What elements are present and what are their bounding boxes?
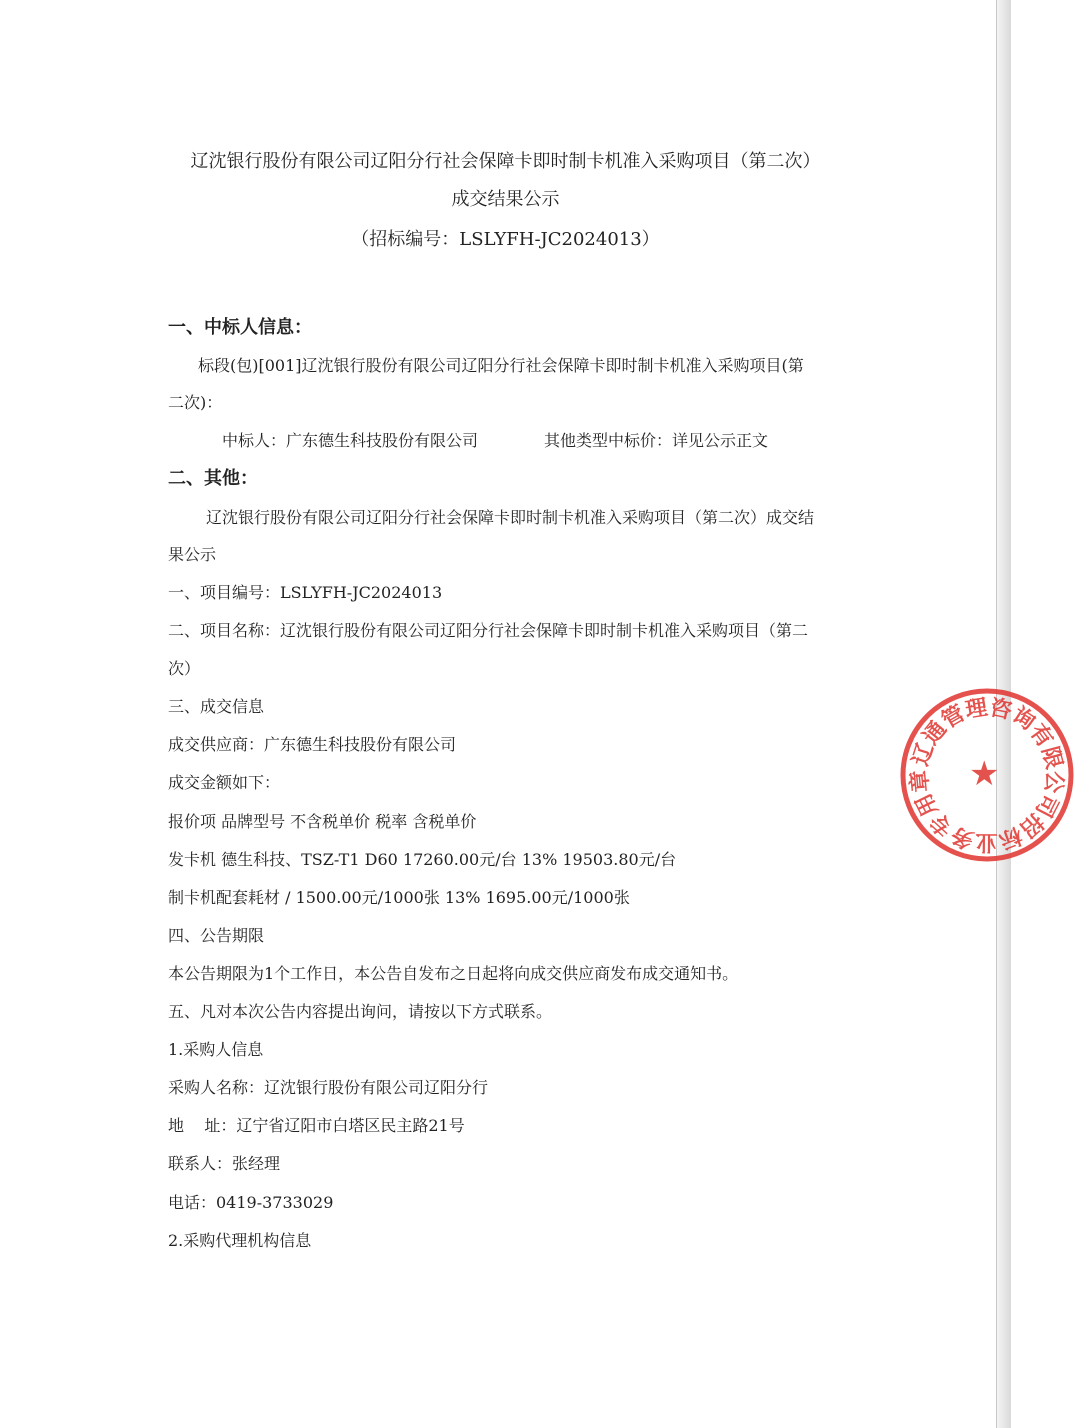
doc-title-line2: 成交结果公示 xyxy=(451,189,560,210)
intro-line1: 辽沈银行股份有限公司辽阳分行社会保障卡即时制卡机准入采购项目（第二次）成交结 xyxy=(206,508,815,527)
svg-text:★: ★ xyxy=(969,754,1000,794)
agency-heading: 2.采购代理机构信息 xyxy=(168,1231,312,1250)
buyer-heading: 1.采购人信息 xyxy=(168,1040,264,1059)
amount-intro: 成交金额如下： xyxy=(168,773,281,792)
buyer-contact: 联系人：张经理 xyxy=(168,1154,281,1173)
section2-heading: 二、其他： xyxy=(168,468,258,489)
buyer-name: 采购人名称：辽沈银行股份有限公司辽阳分行 xyxy=(168,1078,489,1097)
doc-title-line1: 辽沈银行股份有限公司辽阳分行社会保障卡即时制卡机准入采购项目（第二次） xyxy=(190,151,821,172)
section1-heading: 一、中标人信息： xyxy=(168,317,312,338)
price-table-header: 报价项 品牌型号 不含税单价 税率 含税单价 xyxy=(168,812,477,831)
tender-number: （招标编号：LSLYFH-JC2024013） xyxy=(351,229,660,250)
deal-info-heading: 三、成交信息 xyxy=(168,697,265,716)
price-row-consumables: 制卡机配套耗材 / 1500.00元/1000张 13% 1695.00元/1000张 xyxy=(168,888,630,907)
project-name-line1: 二、项目名称：辽沈银行股份有限公司辽阳分行社会保障卡即时制卡机准入采购项目（第二 xyxy=(168,621,809,640)
period-text: 本公告期限为1个工作日，本公告自发布之日起将向成交供应商发布成交通知书。 xyxy=(168,964,739,983)
company-seal-stamp xyxy=(897,685,1077,865)
project-number: 一、项目编号：LSLYFH-JC2024013 xyxy=(168,583,443,602)
intro-line2: 果公示 xyxy=(168,545,217,564)
supplier-line: 成交供应商：广东德生科技股份有限公司 xyxy=(168,735,457,754)
lot-line1: 标段(包)[001]辽沈银行股份有限公司辽阳分行社会保障卡即时制卡机准入采购项目(第 xyxy=(198,356,804,375)
price-label: 其他类型中标价：详见公示正文 xyxy=(544,431,769,450)
lot-line2: 二次)： xyxy=(168,393,223,412)
winner-label: 中标人：广东德生科技股份有限公司 xyxy=(222,431,479,450)
buyer-address: 地 址：辽宁省辽阳市白塔区民主路21号 xyxy=(168,1116,465,1135)
svg-text:辽通管理咨询有限公司招标业务专用章: 辽通管理咨询有限公司招标业务专用章 xyxy=(907,695,1067,855)
buyer-phone: 电话：0419-3733029 xyxy=(168,1193,334,1212)
project-name-line2: 次） xyxy=(168,659,201,678)
period-heading: 四、公告期限 xyxy=(168,926,265,945)
inquiry-line: 五、凡对本次公告内容提出询问，请按以下方式联系。 xyxy=(168,1002,553,1021)
price-row-card-issuer: 发卡机 德生科技、TSZ-T1 D60 17260.00元/台 13% 19503.80元/台 xyxy=(168,850,677,869)
